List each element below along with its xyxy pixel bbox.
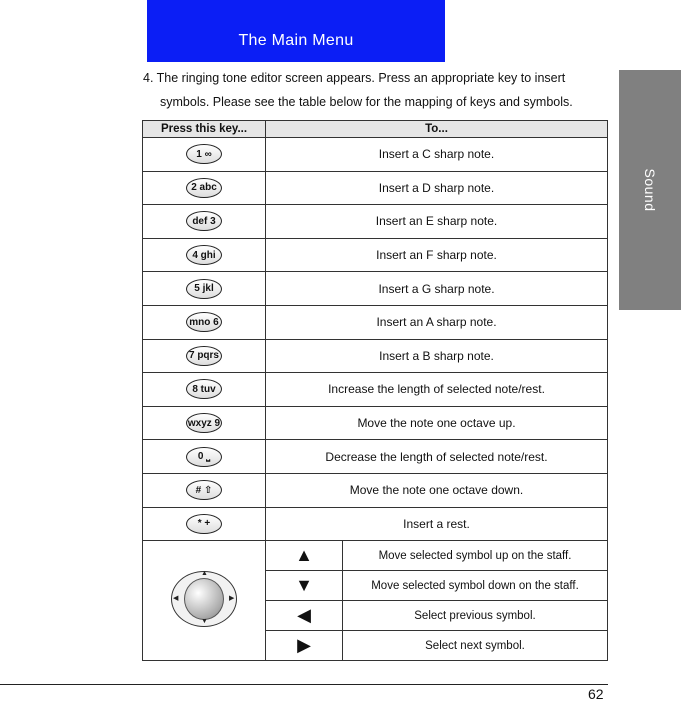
- arrow-down-icon: ▼: [266, 571, 343, 601]
- pad-down-icon: ▼: [201, 618, 208, 626]
- key-5-icon: 5 jkl: [186, 279, 222, 299]
- intro-line-2: symbols. Please see the table below for the mapping of keys and symbols.: [160, 95, 573, 109]
- key-6-icon: mno 6: [186, 312, 222, 332]
- desc-cell: Insert a B sharp note.: [266, 339, 608, 373]
- side-tab-sound: [619, 70, 681, 310]
- table-row: [143, 406, 608, 440]
- pad-up-icon: ▲: [201, 570, 208, 578]
- desc-cell: Insert an A sharp note.: [266, 305, 608, 339]
- nav-key-cell: [143, 541, 266, 661]
- key-cell: [143, 138, 266, 172]
- key-cell: [143, 171, 266, 205]
- key-cell: [143, 339, 266, 373]
- key-cell: [143, 406, 266, 440]
- key-cell: [143, 507, 266, 541]
- page-number: 62: [588, 686, 604, 702]
- table-row: [143, 138, 608, 172]
- desc-cell: Insert a C sharp note.: [266, 138, 608, 172]
- key-star-icon: * +: [186, 514, 222, 534]
- key-cell: [143, 373, 266, 407]
- key-cell: [143, 305, 266, 339]
- table-row: [143, 205, 608, 239]
- key-4-icon: 4 ghi: [186, 245, 222, 265]
- desc-cell: Insert an E sharp note.: [266, 205, 608, 239]
- desc-cell: Increase the length of selected note/rest.: [266, 373, 608, 407]
- table-row: [143, 473, 608, 507]
- navigation-pad-icon: [171, 571, 237, 627]
- table-row: [143, 339, 608, 373]
- table-row: [143, 171, 608, 205]
- desc-cell: Insert a rest.: [266, 507, 608, 541]
- intro-text: [143, 66, 613, 114]
- arrow-left-icon: ◀: [266, 601, 343, 631]
- intro-line-1: 4. The ringing tone editor screen appears. Press an appropriate key to insert: [143, 71, 566, 85]
- desc-cell: Select next symbol.: [343, 631, 608, 661]
- col-header-to: To...: [266, 121, 608, 138]
- desc-cell: Move the note one octave down.: [266, 473, 608, 507]
- desc-cell: Insert an F sharp note.: [266, 238, 608, 272]
- key-mapping-table: [142, 120, 608, 661]
- key-8-icon: 8 tuv: [186, 379, 222, 399]
- key-2-icon: 2 abc: [186, 178, 222, 198]
- key-cell: [143, 473, 266, 507]
- key-cell: [143, 440, 266, 474]
- key-cell: [143, 205, 266, 239]
- table-row: [143, 272, 608, 306]
- desc-cell: Insert a D sharp note.: [266, 171, 608, 205]
- key-7-icon: 7 pqrs: [186, 346, 222, 366]
- key-9-icon: wxyz 9: [186, 413, 222, 433]
- desc-cell: Move selected symbol down on the staff.: [343, 571, 608, 601]
- pad-right-icon: ▶: [229, 595, 235, 603]
- col-header-key: Press this key...: [143, 121, 266, 138]
- pad-left-icon: ◀: [173, 595, 179, 603]
- side-tab-label: Sound: [642, 168, 658, 212]
- section-banner: [147, 0, 445, 62]
- table-row: [143, 373, 608, 407]
- table-row: [143, 507, 608, 541]
- desc-cell: Decrease the length of selected note/rest.: [266, 440, 608, 474]
- key-cell: [143, 272, 266, 306]
- table-row: [143, 541, 608, 571]
- footer-divider: [0, 684, 608, 685]
- table-row: [143, 238, 608, 272]
- desc-cell: Select previous symbol.: [343, 601, 608, 631]
- table-header-row: [143, 121, 608, 138]
- arrow-right-icon: ▶: [266, 631, 343, 661]
- navigation-pad-center: [184, 578, 224, 620]
- desc-cell: Insert a G sharp note.: [266, 272, 608, 306]
- key-1-icon: 1 ∞: [186, 144, 222, 164]
- key-hash-icon: # ⇧: [186, 480, 222, 500]
- key-cell: [143, 238, 266, 272]
- key-3-icon: def 3: [186, 211, 222, 231]
- banner-title: The Main Menu: [238, 32, 354, 49]
- desc-cell: Move selected symbol up on the staff.: [343, 541, 608, 571]
- desc-cell: Move the note one octave up.: [266, 406, 608, 440]
- table-row: [143, 305, 608, 339]
- table-row: [143, 440, 608, 474]
- key-0-icon: 0 ⎵: [186, 447, 222, 467]
- arrow-up-icon: ▲: [266, 541, 343, 571]
